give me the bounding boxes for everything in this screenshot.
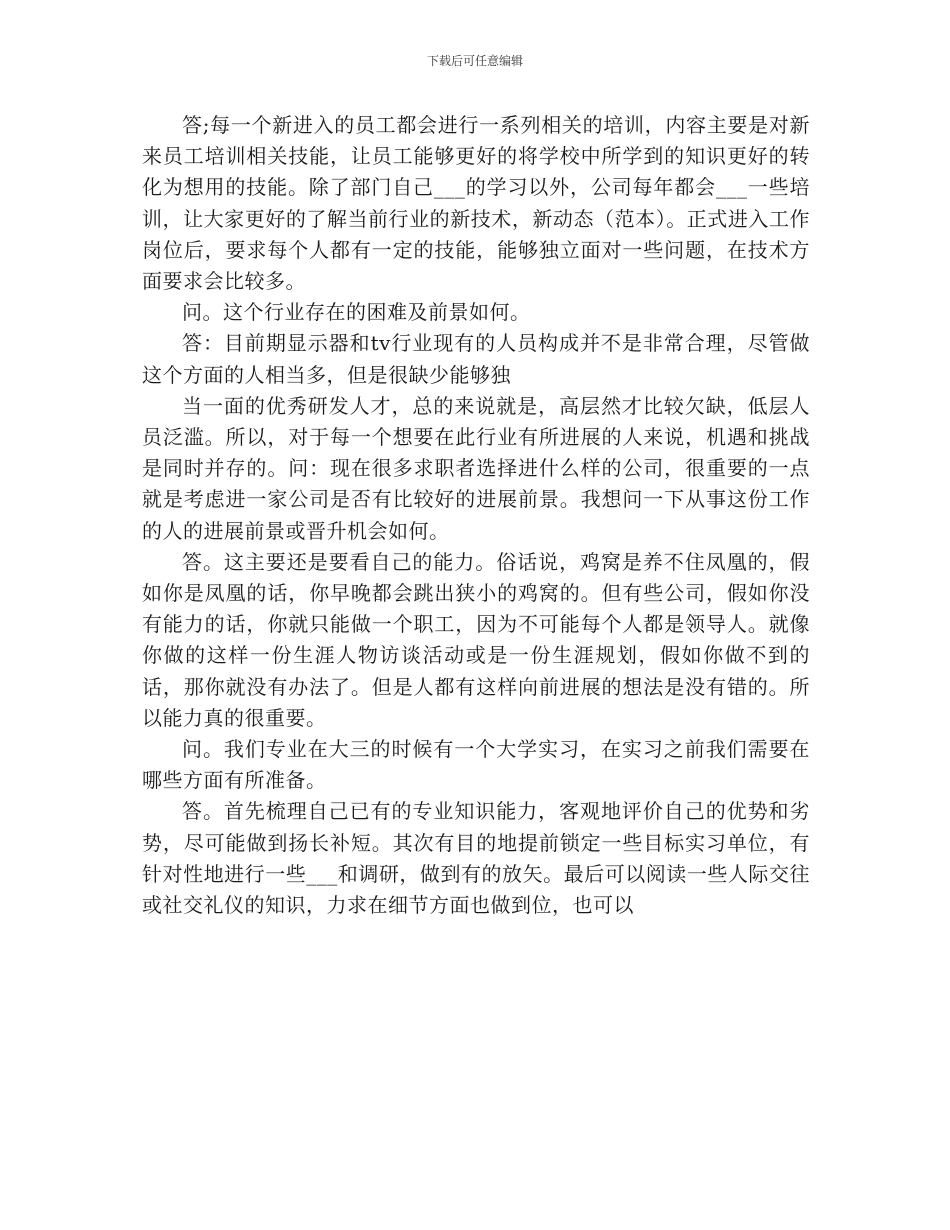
paragraph-answer-industry: 答：目前期显示器和tv行业现有的人员构成并不是非常合理，尽管做这个方面的人相当多，但是很缺少能够独 — [142, 331, 810, 387]
document-body — [142, 110, 810, 921]
paragraph-question-industry: 问。这个行业存在的困难及前景如何。 — [182, 300, 531, 325]
paragraph-training: 答;每一个新进入的员工都会进行一系列相关的培训，内容主要是对新来员工培训相关技能，让员工能够更好的将学校中所学到的知识更好的转化为想用的技能。除了部门自己___的学习以外，公司每年都会___一些培训，让大家更好的了解当前行业的新技术，新动态（范本）。正式进入工作岗位后，要求每个人都有一定的技能，能够独立面对一些问题，在技术方面要求会比较多。 — [142, 113, 810, 294]
paragraph-answer-internship: 答。首先梳理自己已有的专业知识能力，客观地评价自己的优势和劣势，尽可能做到扬长补短。其次有目的地提前锁定一些目标实习单位，有针对性地进行一些___和调研，做到有的放矢。最后可以阅读一些人际交往或社交礼仪的知识，力求在细节方面也做到位，也可以 — [142, 799, 810, 918]
paragraph-talent-shortage: 当一面的优秀研发人才，总的来说就是，高层然才比较欠缺，低层人员泛滥。所以，对于每一个想要在此行业有所进展的人来说，机遇和挑战是同时并存的。问：现在很多求职者选择进什么样的公司，很重要的一点就是考虑进一家公司是否有比较好的进展前景。我想问一下从事这份工作的人的进展前景或晋升机会如何。 — [142, 393, 810, 543]
page-header: 下载后可任意编辑 — [426, 54, 523, 68]
paragraph-answer-ability: 答。这主要还是要看自己的能力。俗话说，鸡窝是养不住凤凰的，假如你是凤凰的话，你早晚都会跳出狭小的鸡窝的。但有些公司，假如你没有能力的话，你就只能做一个职工，因为不可能每个人都是领导人。就像你做的这样一份生涯人物访谈活动或是一份生涯规划，假如你做不到的话，那你就没有办法了。但是人都有这样向前进展的想法是没有错的。所以能力真的很重要。 — [142, 549, 810, 730]
paragraph-question-internship: 问。我们专业在大三的时候有一个大学实习，在实习之前我们需要在哪些方面有所准备。 — [142, 737, 810, 793]
